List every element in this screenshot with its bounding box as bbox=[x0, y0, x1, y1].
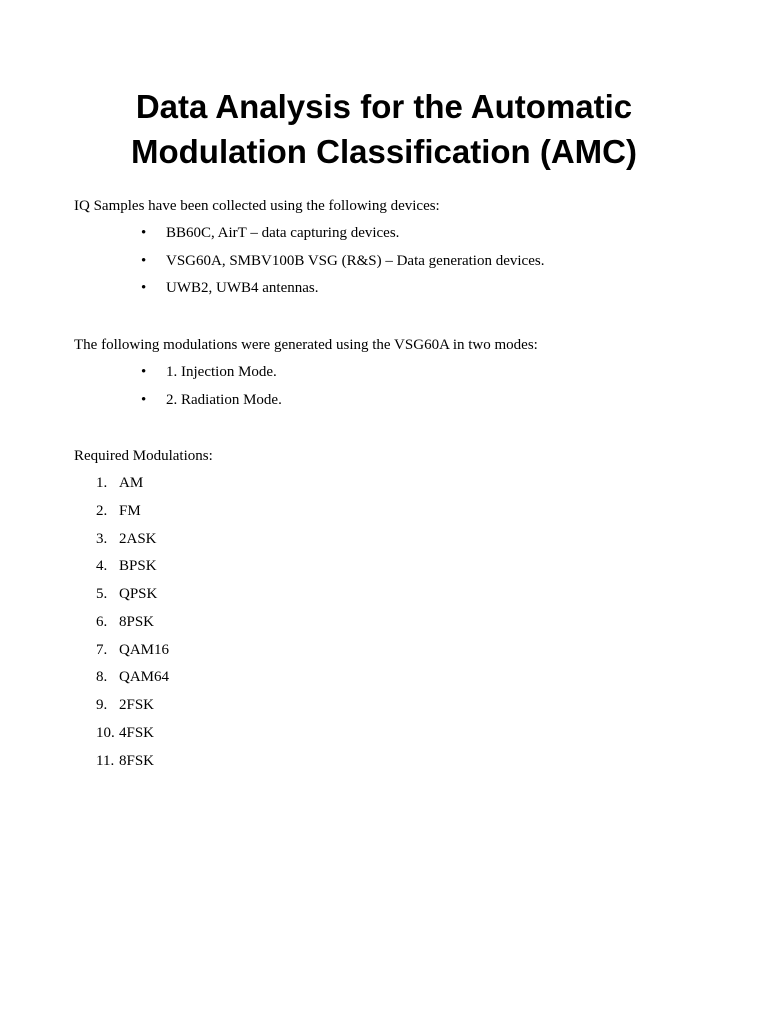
list-number: 1. bbox=[96, 475, 108, 491]
modulation-list-item bbox=[96, 530, 157, 548]
list-number: 11. bbox=[96, 753, 115, 769]
device-list-item bbox=[141, 252, 544, 270]
bullet-icon: • bbox=[141, 280, 147, 296]
list-number: 3. bbox=[96, 531, 108, 547]
bullet-icon: • bbox=[141, 392, 147, 408]
required-modulations-heading: Required Modulations: bbox=[74, 448, 213, 464]
device-item-text: UWB2, UWB4 antennas. bbox=[166, 280, 319, 296]
mode-list-item bbox=[141, 391, 282, 409]
list-number: 2. bbox=[96, 503, 108, 519]
modulation-list-item bbox=[96, 502, 141, 520]
mode-item-text: 2. Radiation Mode. bbox=[166, 392, 282, 408]
list-number: 5. bbox=[96, 586, 108, 602]
bullet-icon: • bbox=[141, 253, 147, 269]
modulation-label: 2ASK bbox=[119, 531, 157, 547]
modulation-list-item bbox=[96, 641, 169, 659]
title-line-2: Modulation Classification (AMC) bbox=[131, 133, 637, 170]
modulation-label: 8PSK bbox=[119, 614, 155, 630]
modes-intro-paragraph: The following modulations were generated using the VSG60A in two modes: bbox=[74, 337, 538, 353]
list-number: 6. bbox=[96, 614, 108, 630]
modulation-list-item bbox=[96, 724, 154, 742]
list-number: 8. bbox=[96, 669, 108, 685]
modulation-label: 8FSK bbox=[119, 753, 155, 769]
list-number: 4. bbox=[96, 558, 108, 574]
modulation-label: BPSK bbox=[119, 558, 157, 574]
modulation-label: 4FSK bbox=[119, 725, 155, 741]
modulation-list-item bbox=[96, 696, 154, 714]
list-number: 9. bbox=[96, 697, 108, 713]
modulation-label: 2FSK bbox=[119, 697, 155, 713]
modulation-list-item bbox=[96, 474, 143, 492]
device-item-text: BB60C, AirT – data capturing devices. bbox=[166, 225, 400, 241]
modulation-list-item bbox=[96, 668, 169, 686]
list-number: 10. bbox=[96, 725, 115, 741]
modulation-list-item bbox=[96, 752, 154, 770]
modulation-label: QPSK bbox=[119, 586, 158, 602]
devices-intro-paragraph: IQ Samples have been collected using the following devices: bbox=[74, 198, 440, 214]
mode-list-item bbox=[141, 363, 277, 381]
list-number: 7. bbox=[96, 642, 108, 658]
modulation-list-item bbox=[96, 585, 157, 603]
bullet-icon: • bbox=[141, 364, 147, 380]
modulation-label: FM bbox=[119, 503, 141, 519]
bullet-icon: • bbox=[141, 225, 147, 241]
modulation-label: AM bbox=[119, 475, 144, 491]
device-list-item bbox=[141, 224, 399, 242]
modulation-label: QAM64 bbox=[119, 669, 170, 685]
modulation-label: QAM16 bbox=[119, 642, 170, 658]
modulation-list-item bbox=[96, 613, 154, 631]
mode-item-text: 1. Injection Mode. bbox=[166, 364, 277, 380]
modulation-list-item bbox=[96, 557, 157, 575]
document-title bbox=[40, 84, 728, 174]
device-list-item bbox=[141, 279, 318, 297]
title-line-1: Data Analysis for the Automatic bbox=[135, 88, 633, 125]
device-item-text: VSG60A, SMBV100B VSG (R&S) – Data generation devices. bbox=[166, 253, 545, 269]
